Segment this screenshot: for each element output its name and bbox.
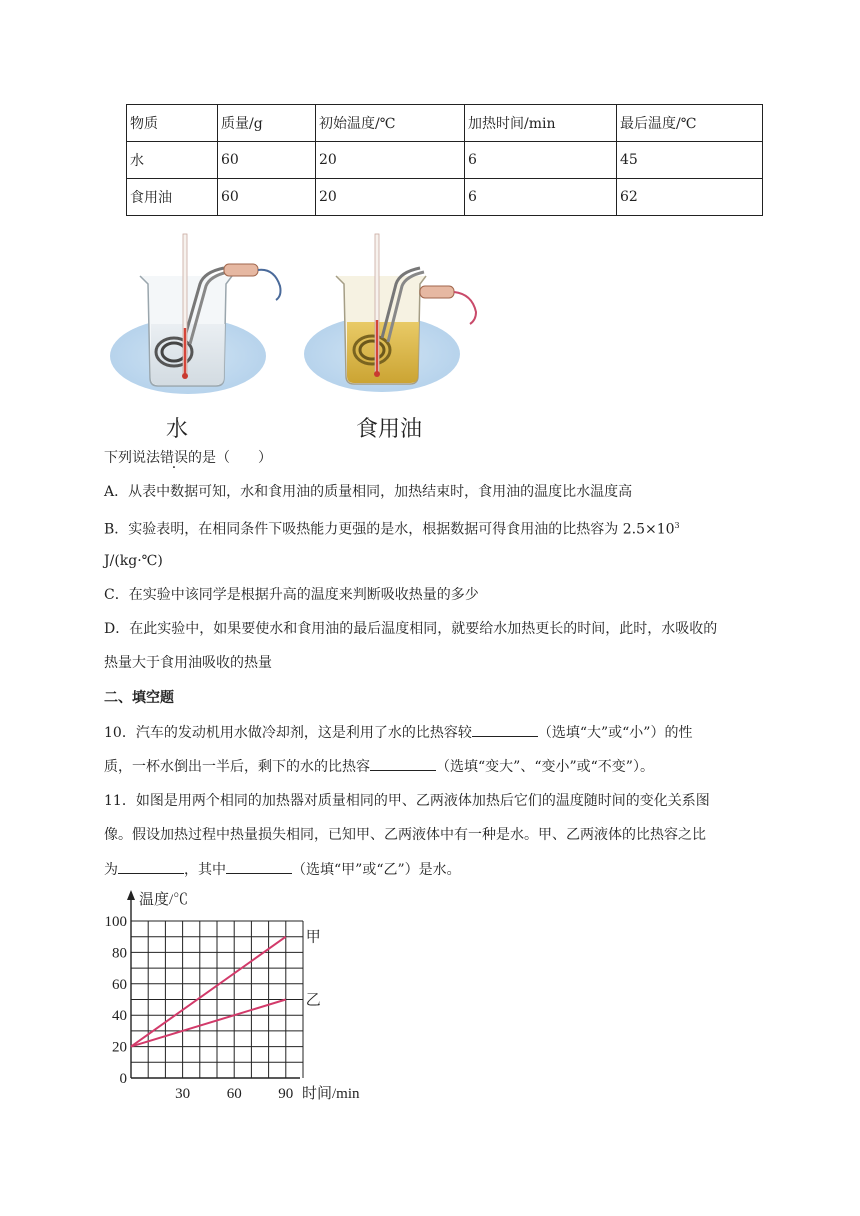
y-axis-label: 温度/℃ xyxy=(139,892,189,908)
option-d-line2: 热量大于食用油吸收的热量 xyxy=(104,655,272,671)
x-axis-label: 时间/min xyxy=(302,1086,360,1102)
table-cell: 水 xyxy=(127,142,218,179)
table-cell: 45 xyxy=(617,142,763,179)
table-cell: 6 xyxy=(465,179,617,216)
water-label: 水 xyxy=(166,417,189,442)
option-b xyxy=(104,516,680,540)
y-tick-label: 0 xyxy=(119,1071,127,1087)
emphasis-text: 错误 xyxy=(160,450,188,466)
answer-blank[interactable] xyxy=(118,859,184,874)
question-11-line1: 11．如图是用两个相同的加热器对质量相同的甲、乙两液体加热后它们的温度随时间的变化关系图 xyxy=(104,793,710,809)
question-10-line1 xyxy=(104,722,692,743)
option-d-line1: D．在此实验中，如果要使水和食用油的最后温度相同，就要给水加热更长的时间，此时，水吸收的 xyxy=(104,621,718,637)
beakers-illustration xyxy=(104,228,484,418)
option-a: A．从表中数据可知，水和食用油的质量相同，加热结束时，食用油的温度比水温度高 xyxy=(104,484,633,500)
table-header-cell: 质量/g xyxy=(218,105,316,142)
question-11-line3 xyxy=(104,859,461,880)
table-cell: 20 xyxy=(316,179,465,216)
y-tick-label: 60 xyxy=(112,976,127,993)
table-cell: 60 xyxy=(218,142,316,179)
oil-label: 食用油 xyxy=(356,417,423,442)
table-cell: 6 xyxy=(465,142,617,179)
answer-blank[interactable] xyxy=(226,859,292,874)
question-9-stem xyxy=(104,448,272,468)
question-11-line2: 像。假设加热过程中热量损失相同，已知甲、乙两液体中有一种是水。甲、乙两液体的比热容之比 xyxy=(104,827,706,843)
table-cell: 食用油 xyxy=(127,179,218,216)
table-header-cell: 加热时间/min xyxy=(465,105,617,142)
answer-blank[interactable] xyxy=(472,722,538,737)
table-cell: 62 xyxy=(617,179,763,216)
chart-svg xyxy=(104,884,384,1104)
question-10-line2 xyxy=(104,756,654,777)
series-label: 乙 xyxy=(305,990,321,1009)
question-text: （选填“甲”或“乙”）是水。 xyxy=(292,862,461,878)
y-tick-label: 100 xyxy=(104,914,127,930)
y-tick-label: 80 xyxy=(112,945,127,962)
question-text: （选填“变大”、“变小”或“不变”）。 xyxy=(436,759,654,775)
temperature-time-chart xyxy=(104,884,384,1104)
table-header-cell: 初始温度/℃ xyxy=(316,105,465,142)
x-tick-label: 90 xyxy=(278,1086,294,1102)
question-text: 为 xyxy=(104,862,118,878)
table-row xyxy=(127,179,763,216)
question-text: ，其中 xyxy=(184,862,226,878)
question-text: 10．汽车的发动机用水做冷却剂，这是利用了水的比热容较 xyxy=(104,725,472,741)
table-header-row xyxy=(127,105,763,142)
option-c: C．在实验中该同学是根据升高的温度来判断吸收热量的多少 xyxy=(104,587,479,603)
data-table xyxy=(126,104,763,216)
table-header-cell: 最后温度/℃ xyxy=(617,105,763,142)
option-b-unit: J/(kg·℃) xyxy=(104,553,163,569)
y-tick-label: 40 xyxy=(112,1008,127,1025)
stem-text: 下列说法 xyxy=(104,450,160,466)
option-b-text: B．实验表明，在相同条件下吸热能力更强的是水，根据数据可得食用油的比热容为 2.5×10 xyxy=(104,521,675,538)
stem-text: 的是（ ） xyxy=(188,450,272,466)
table-header-cell: 物质 xyxy=(127,105,218,142)
x-tick-label: 30 xyxy=(175,1086,191,1102)
answer-blank[interactable] xyxy=(370,756,436,771)
series-line xyxy=(131,1000,286,1047)
table-cell: 20 xyxy=(316,142,465,179)
y-axis-arrow xyxy=(127,890,135,900)
series-label: 甲 xyxy=(305,927,321,946)
y-tick-label: 20 xyxy=(112,1039,127,1056)
series-line xyxy=(131,937,286,1047)
table-cell: 60 xyxy=(218,179,316,216)
exponent: 3 xyxy=(674,521,680,530)
question-text: （选填“大”或“小”）的性 xyxy=(537,725,693,741)
table-row xyxy=(127,142,763,179)
x-tick-label: 60 xyxy=(226,1086,242,1102)
section-title: 二、填空题 xyxy=(104,690,174,706)
question-text: 质，一杯水倒出一半后，剩下的水的比热容 xyxy=(104,759,370,775)
experiment-figure xyxy=(104,228,484,443)
